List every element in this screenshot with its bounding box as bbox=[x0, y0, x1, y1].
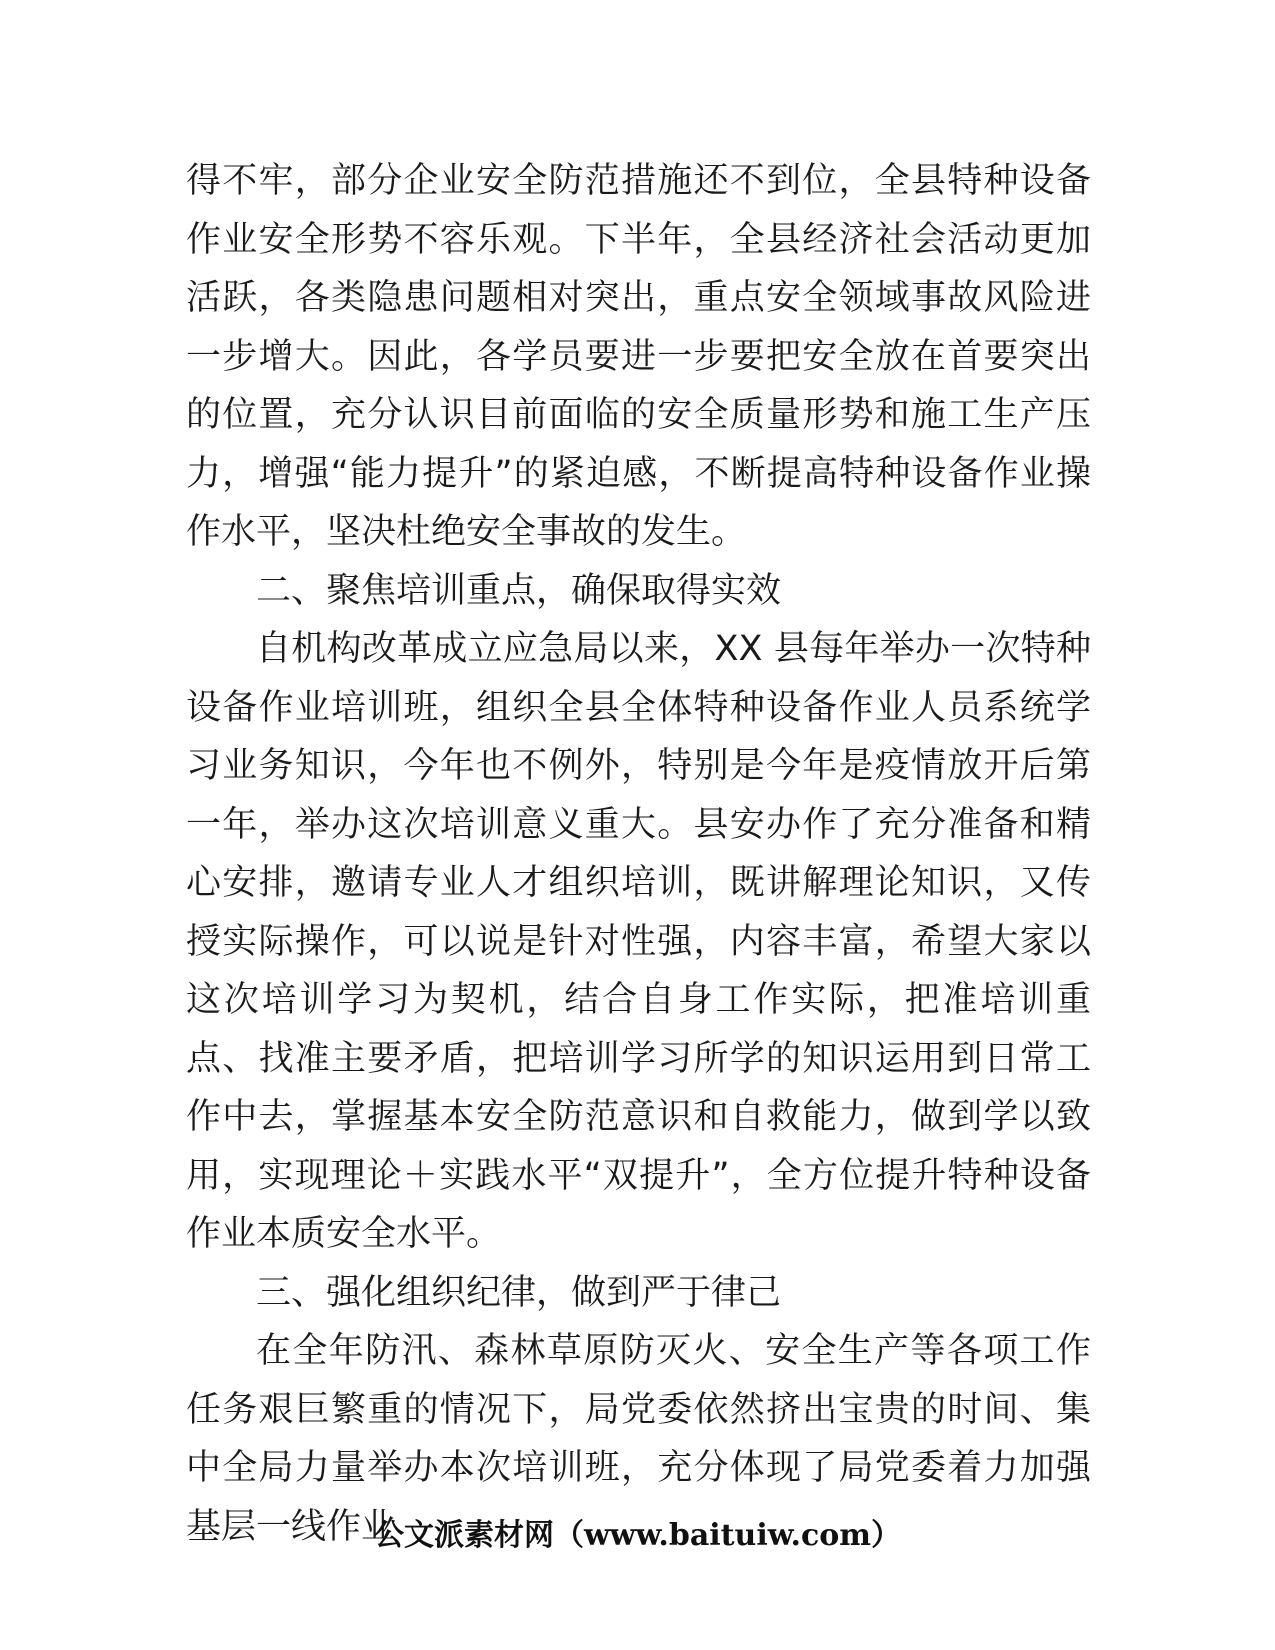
page-footer-watermark: 公文派素材网（www.baituiw.com） bbox=[373, 1518, 902, 1553]
document-body bbox=[186, 152, 1091, 1556]
body-paragraph-training: 自机构改革成立应急局以来，XX 县每年举办一次特种设备作业培训班，组织全县全体特种设备作业人员系统学习业务知识，今年也不例外，特别是今年是疫情放开后第一年，举办这次培训意义重大。县安办作了充分准备和精心安排，邀请专业人才组织培训，既讲解理论知识，又传授实际操作，可以说是针对性强，内容丰富，希望大家以这次培训学习为契机，结合自身工作实际，把准培训重点、找准主要矛盾，把培训学习所学的知识运用到日常工作中去，掌握基本安全防范意识和自救能力，做到学以致用，实现理论＋实践水平“双提升”，全方位提升特种设备作业本质安全水平。 bbox=[186, 629, 1091, 1254]
body-paragraph-continuation: 得不牢，部分企业安全防范措施还不到位，全县特种设备作业安全形势不容乐观。下半年，全县经济社会活动更加活跃，各类隐患问题相对突出，重点安全领域事故风险进一步增大。因此，各学员要进一步要把安全放在首要突出的位置，充分认识目前面临的安全质量形势和施工生产压力，增强“能力提升”的紧迫感，不断提高特种设备作业操作水平，坚决杜绝安全事故的发生。 bbox=[186, 161, 1091, 552]
section-heading-2: 二、聚焦培训重点，确保取得实效 bbox=[256, 570, 782, 611]
section-heading-3: 三、强化组织纪律，做到严于律己 bbox=[256, 1272, 782, 1313]
body-paragraph-discipline: 在全年防汛、森林草原防灭火、安全生产等各项工作任务艰巨繁重的情况下，局党委依然挤出宝贵的时间、集中全局力量举办本次培训班，充分体现了局党委着力加强基层一线作业 bbox=[186, 1331, 1091, 1547]
